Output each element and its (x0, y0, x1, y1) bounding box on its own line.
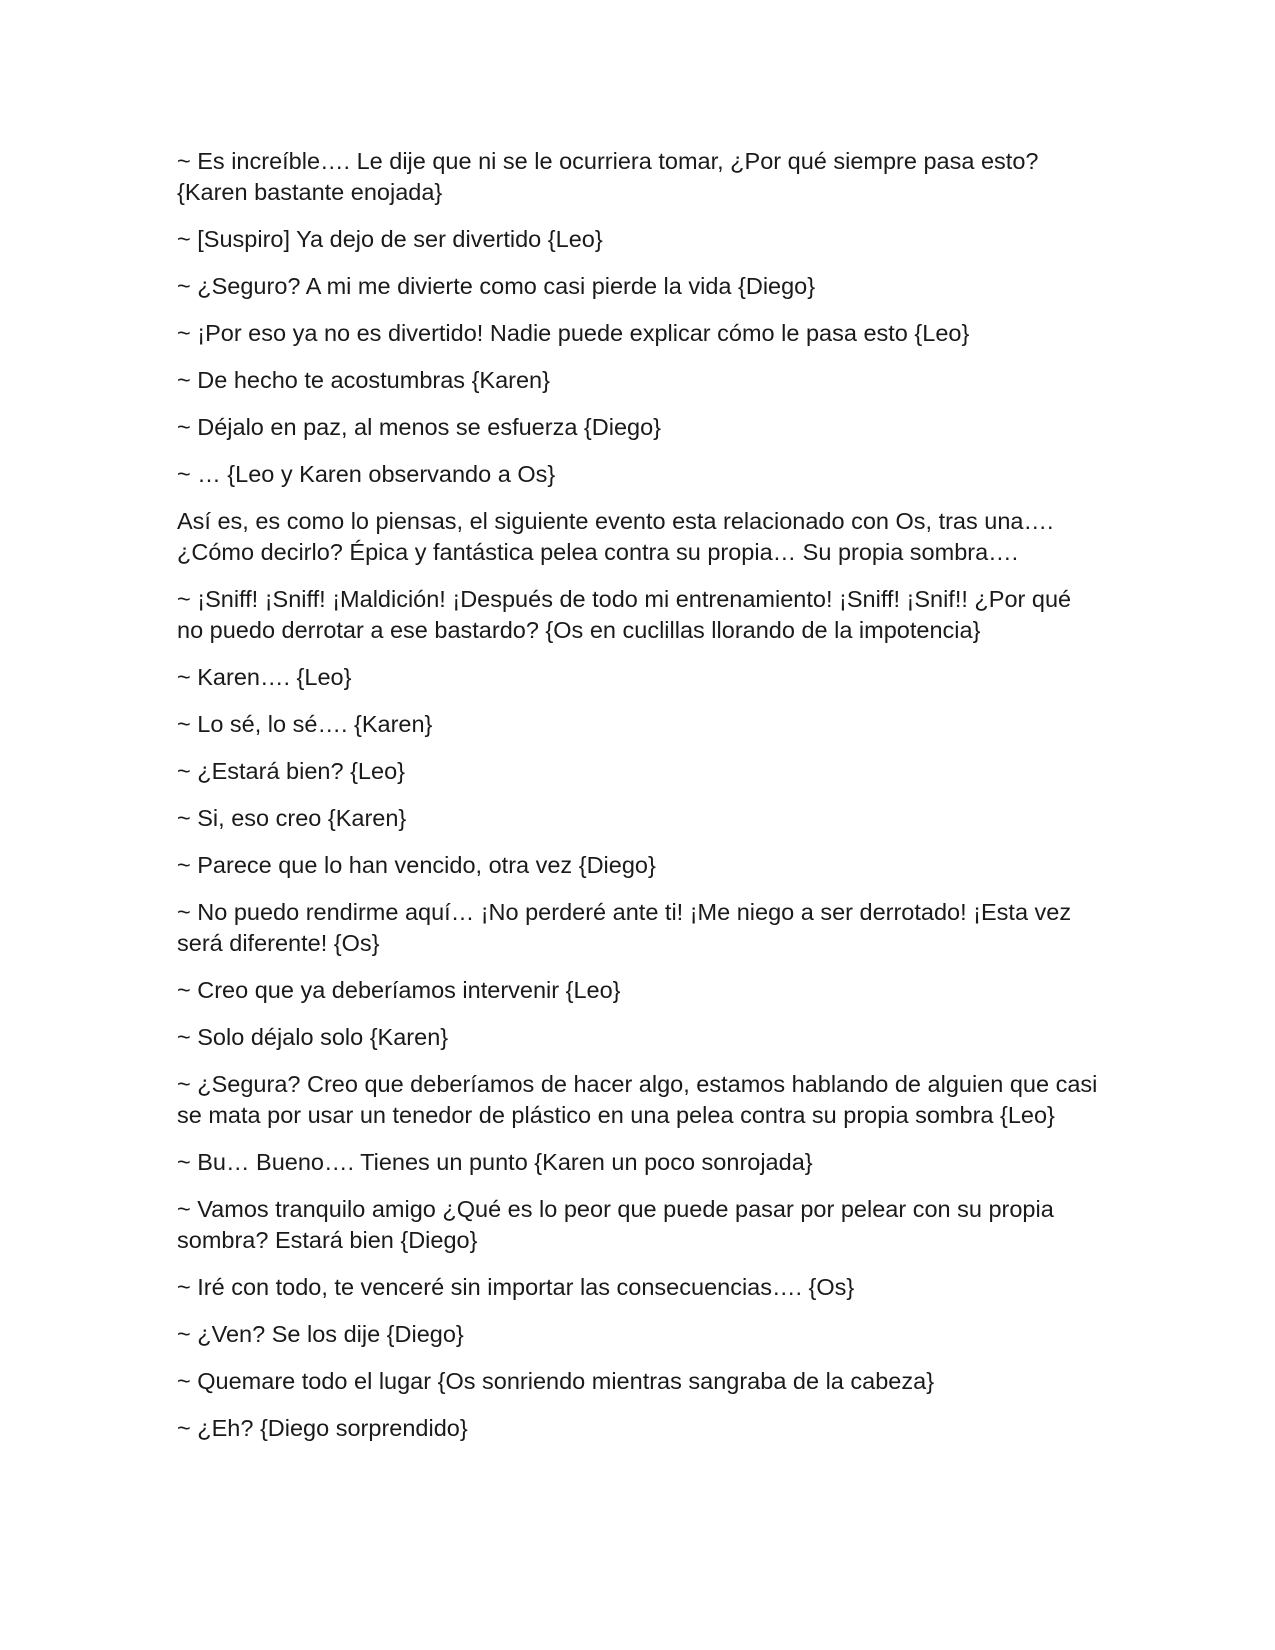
paragraph: ~ Si, eso creo {Karen} (177, 805, 407, 831)
paragraph: ~ Vamos tranquilo amigo ¿Qué es lo peor que puede pasar por pelear con su propia sombra? Estará bien {Diego} (177, 1196, 1054, 1253)
document-body (177, 146, 1102, 1460)
paragraph: ~ [Suspiro] Ya dejo de ser divertido {Leo} (177, 226, 603, 252)
paragraph: ~ Iré con todo, te venceré sin importar las consecuencias…. {Os} (177, 1274, 855, 1300)
paragraph: ~ ¿Seguro? A mi me divierte como casi pierde la vida {Diego} (177, 273, 816, 299)
paragraph: ~ Creo que ya deberíamos intervenir {Leo} (177, 977, 621, 1003)
narration-paragraph: Así es, es como lo piensas, el siguiente evento esta relacionado con Os, tras una…. ¿Cómo decirlo? Épica y fantástica pelea contra su propia… Su propia sombra…. (177, 508, 1054, 565)
paragraph: ~ Parece que lo han vencido, otra vez {Diego} (177, 852, 656, 878)
paragraph: ~ De hecho te acostumbras {Karen} (177, 367, 550, 393)
paragraph: ~ ¡Por eso ya no es divertido! Nadie puede explicar cómo le pasa esto {Leo} (177, 320, 970, 346)
paragraph: ~ ¿Segura? Creo que deberíamos de hacer algo, estamos hablando de alguien que casi se mata por usar un tenedor de plástico en una pelea contra su propia sombra {Leo} (177, 1071, 1098, 1128)
paragraph: ~ Es increíble…. Le dije que ni se le ocurriera tomar, ¿Por qué siempre pasa esto? {Karen bastante enojada} (177, 148, 1039, 205)
paragraph: ~ ¿Ven? Se los dije {Diego} (177, 1321, 464, 1347)
paragraph: ~ Déjalo en paz, al menos se esfuerza {Diego} (177, 414, 662, 440)
paragraph: ~ Karen…. {Leo} (177, 664, 352, 690)
paragraph: ~ ¿Eh? {Diego sorprendido} (177, 1415, 468, 1441)
paragraph: ~ … {Leo y Karen observando a Os} (177, 461, 556, 487)
paragraph: ~ Quemare todo el lugar {Os sonriendo mientras sangraba de la cabeza} (177, 1368, 935, 1394)
paragraph: ~ Bu… Bueno…. Tienes un punto {Karen un poco sonrojada} (177, 1149, 813, 1175)
paragraph: ~ ¡Sniff! ¡Sniff! ¡Maldición! ¡Después de todo mi entrenamiento! ¡Sniff! ¡Snif!! ¿Por qué no puedo derrotar a ese bastardo? {Os en cuclillas llorando de la impotencia} (177, 586, 1072, 643)
paragraph: ~ ¿Estará bien? {Leo} (177, 758, 405, 784)
paragraph: ~ No puedo rendirme aquí… ¡No perderé ante ti! ¡Me niego a ser derrotado! ¡Esta vez será diferente! {Os} (177, 899, 1072, 956)
paragraph: ~ Solo déjalo solo {Karen} (177, 1024, 449, 1050)
paragraph: ~ Lo sé, lo sé…. {Karen} (177, 711, 433, 737)
